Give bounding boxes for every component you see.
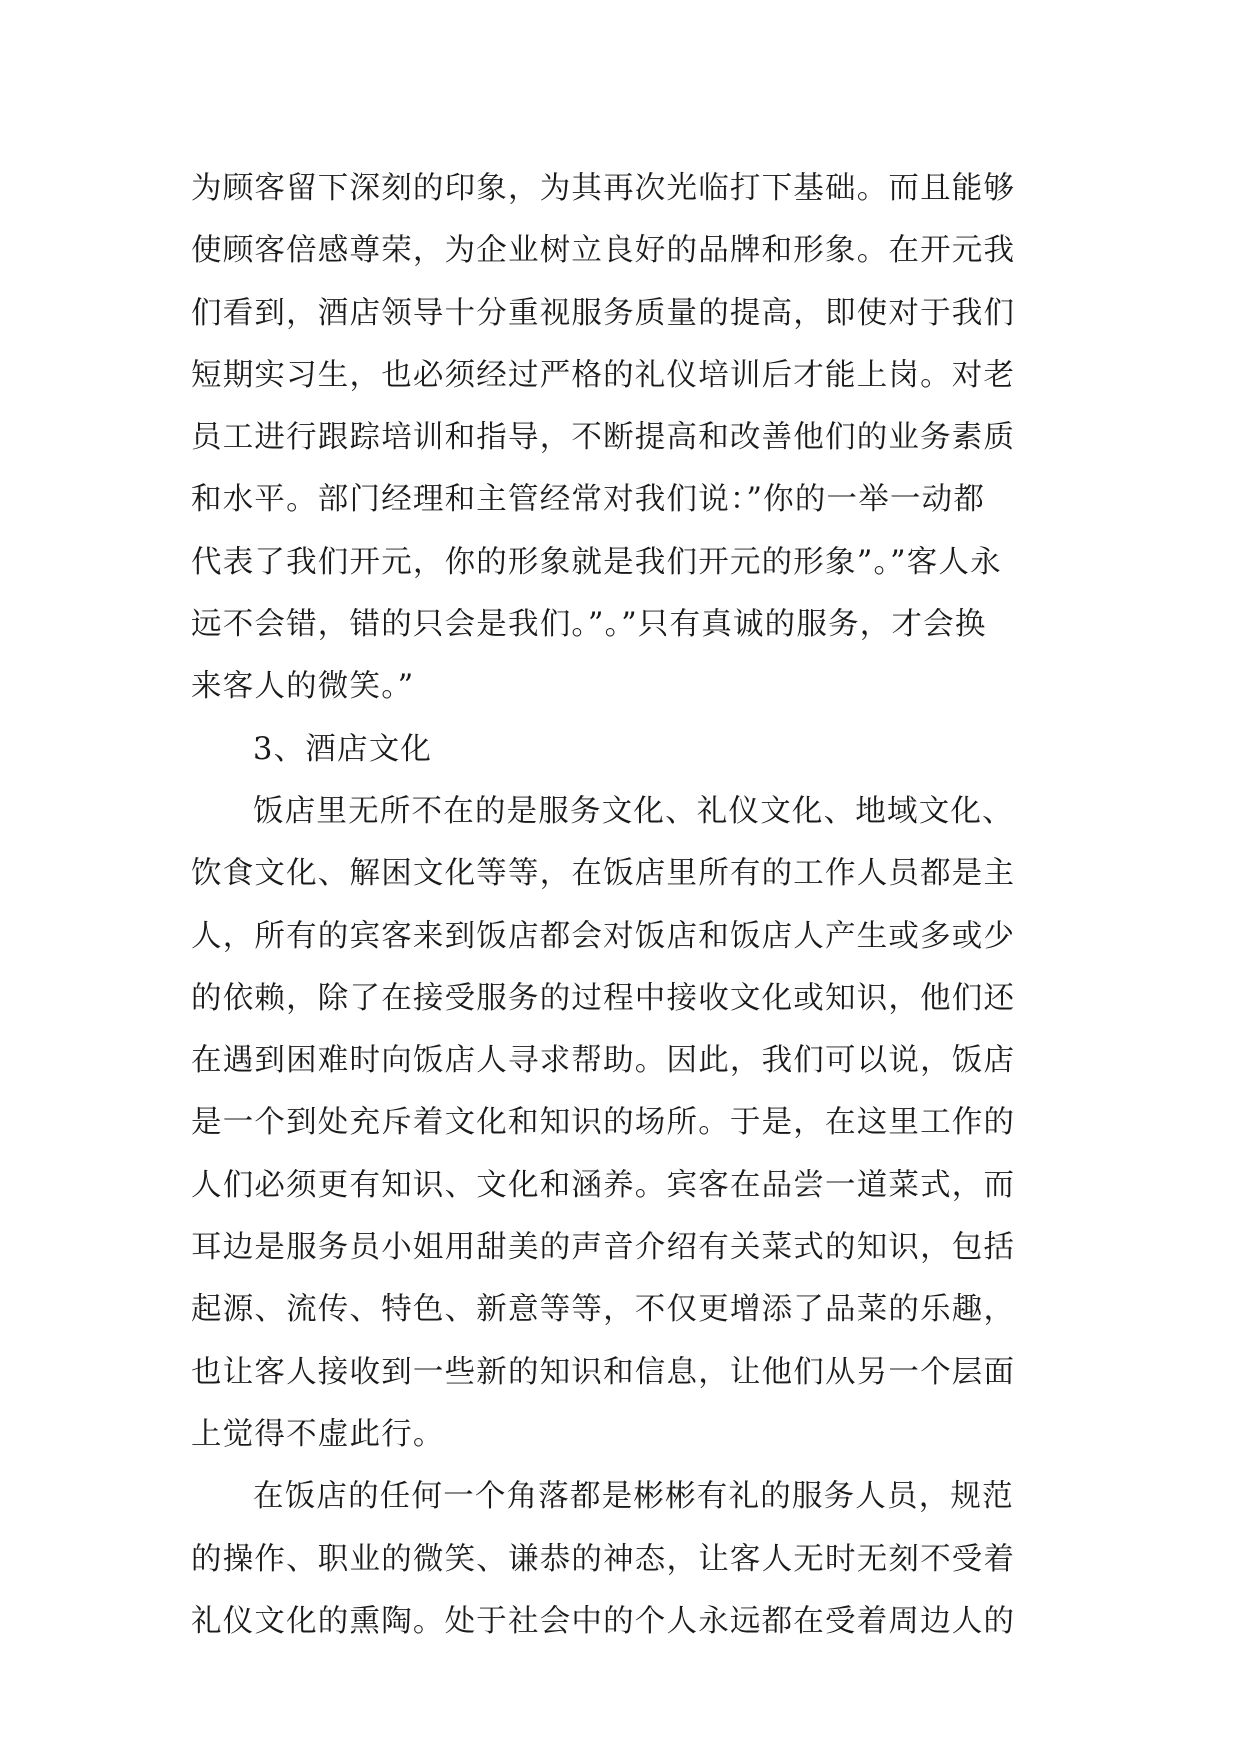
text-line: 起源、流传、特色、新意等等，不仅更增添了品菜的乐趣， [191,1292,1016,1328]
text-line: 在饭店的任何一个角落都是彬彬有礼的服务人员，规范 [253,1479,1014,1515]
text-line: 礼仪文化的熏陶。处于社会中的个人永远都在受着周边人的 [191,1603,1016,1639]
text-line: 为顾客留下深刻的印象，为其再次光临打下基础。而且能够 [191,171,1016,206]
text-line: 是一个到处充斥着文化和知识的场所。于是，在这里工作的 [191,1105,1016,1141]
paragraph-1 [191,158,1051,719]
text-line: 使顾客倍感尊荣，为企业树立良好的品牌和形象。在开元我 [191,233,1016,269]
text-line: 在遇到困难时向饭店人寻求帮助。因此，我们可以说，饭店 [191,1043,1016,1079]
text-line: 员工进行跟踪培训和指导，不断提高和改善他们的业务素质 [191,420,1016,456]
text-line: 的依赖，除了在接受服务的过程中接收文化或知识，他们还 [191,980,1016,1016]
text-line: 上觉得不虚此行。 [191,1416,445,1452]
text-line: 也让客人接收到一些新的知识和信息，让他们从另一个层面 [191,1354,1016,1390]
text-line: 的操作、职业的微笑、谦恭的神态，让客人无时无刻不受着 [191,1541,1016,1577]
text-line: 来客人的微笑。” [191,669,415,705]
text-line: 代表了我们开元，你的形象就是我们开元的形象”。”客人永 [191,544,1002,580]
paragraph-2 [191,781,1051,1466]
text-line: 饮食文化、解困文化等等，在饭店里所有的工作人员都是主 [191,856,1016,892]
paragraph-3 [191,1466,1051,1653]
text-line: 饭店里无所不在的是服务文化、礼仪文化、地域文化、 [253,793,1014,829]
text-line: 人，所有的宾客来到饭店都会对饭店和饭店人产生或多或少 [191,918,1016,954]
text-line: 远不会错，错的只会是我们。”。”只有真诚的服务，才会换 [191,607,987,643]
document-body [191,158,1051,1653]
text-line: 人们必须更有知识、文化和涵养。宾客在品尝一道菜式，而 [191,1167,1016,1203]
text-line: 耳边是服务员小姐用甜美的声音介绍有关菜式的知识，包括 [191,1230,1016,1266]
section-heading: 3、酒店文化 [253,731,433,767]
text-line: 短期实习生，也必须经过严格的礼仪培训后才能上岗。对老 [191,357,1016,393]
text-line: 们看到，酒店领导十分重视服务质量的提高，即使对于我们 [191,295,1016,331]
text-line: 和水平。部门经理和主管经常对我们说：”你的一举一动都 [191,482,986,518]
